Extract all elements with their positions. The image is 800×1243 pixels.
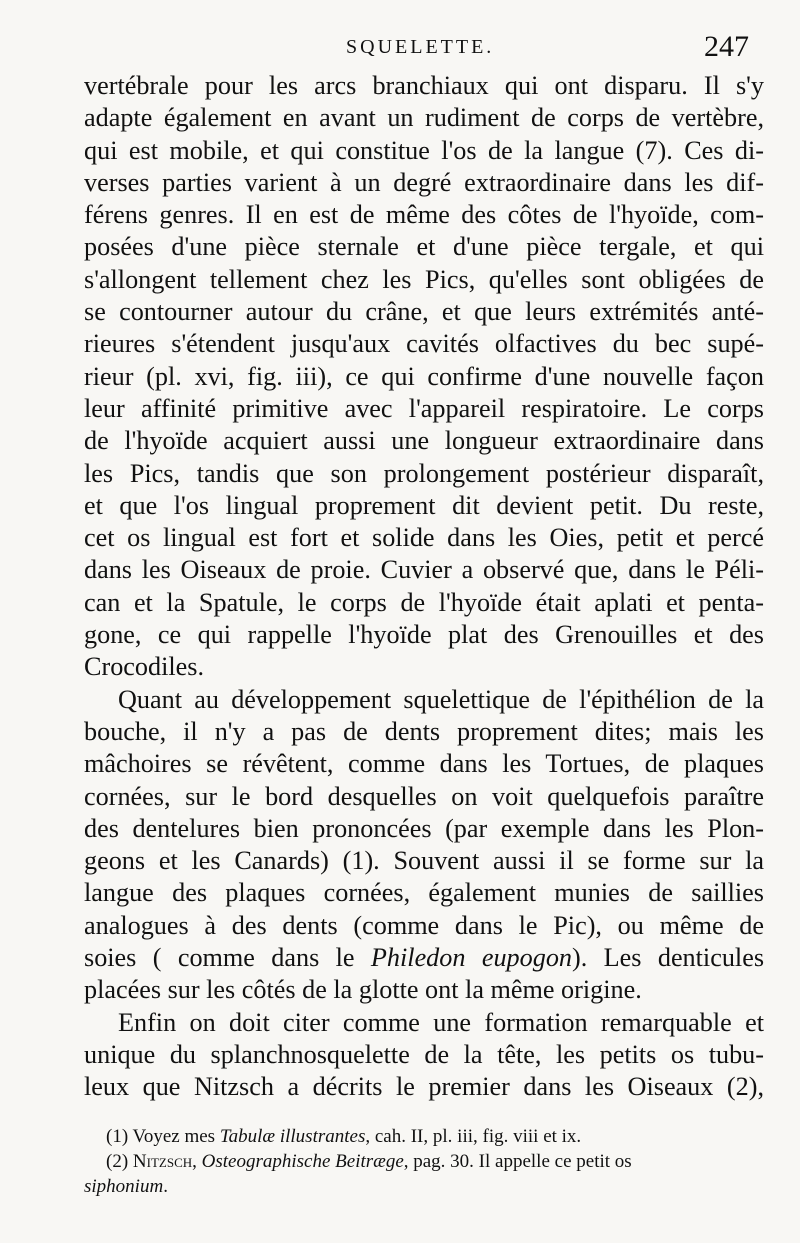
text-line: vertébrale pour les arcs branchiaux qui ont disparu. Il s'y [84,71,764,100]
text-line: leur affinité primitive avec l'appareil respiratoire. Le corps [84,393,764,423]
text-line: des dentelures bien prononcées (par exemple dans les Plon- [84,813,764,843]
paragraph-1 [84,70,764,684]
text-line: rieures s'étendent jusqu'aux cavités olfactives du bec supé- [84,329,764,359]
text-line: can et la Spatule, le corps de l'hyoïde était aplati et penta- [84,587,764,617]
text-line: mâchoires se révêtent, comme dans les Tortues, de plaques [84,749,764,779]
text-line: bouche, il n'y a pas de dents proprement dites; mais les [84,716,764,746]
text-line: placées sur les côtés de la glotte ont la même origine. [84,975,642,1005]
text-line: analogues à des dents (comme dans le Pic), ou même de [84,910,764,940]
footnote-title: Tabulæ illustrantes [219,1126,366,1147]
text-line: férens genres. Il en est de même des côtes de l'hyoïde, com- [84,200,764,230]
text-line: cornées, sur le bord desquelles on voit quelquefois paraître [84,781,764,811]
text-line: Crocodiles. [84,652,205,682]
text-line: rieur (pl. xvi, fig. iii), ce qui confirme d'une nouvelle façon [84,361,764,391]
footnote-label: (2) [106,1151,133,1172]
footnote-2 [84,1149,764,1174]
text-line: unique du splanchnosquelette de la tête, les petits os tubu- [84,1039,764,1069]
footnote-2-continued [84,1174,764,1199]
footnote-text: , cah. II, pl. iii, fig. viii et ix. [365,1126,582,1147]
paragraph-2 [84,684,764,1007]
footnote-1 [84,1124,764,1149]
footnote-term: siphonium [84,1176,164,1197]
text-line: cet os lingual est fort et solide dans les Oies, petit et percé [84,523,764,553]
text-line: se contourner autour du crâne, et que leurs extrémités anté- [84,297,764,327]
footnote-text: . [163,1176,168,1197]
text-line-with-italic [84,942,764,974]
text-line: qui est mobile, et qui constitue l'os de la langue (7). Ces di- [84,135,764,165]
footnotes [84,1124,764,1199]
text-run: ). Les denticules [572,943,765,973]
text-line: et que l'os lingual proprement dit devient petit. Du reste, [84,490,764,520]
text-line: dans les Oiseaux de proie. Cuvier a observé que, dans le Péli- [84,555,764,585]
page-number: 247 [704,30,749,63]
footnote-text: , pag. 30. Il appelle ce petit os [403,1151,632,1172]
footnote-text: , [192,1151,202,1172]
text-line: leux que Nitzsch a décrits le premier dans les Oiseaux (2), [84,1072,764,1102]
text-line: geons et les Canards) (1). Souvent aussi il se forme sur la [84,846,764,876]
footnote-title: Osteographische Beitræge [201,1151,404,1172]
text-line: posées d'une pièce sternale et d'une pièce tergale, et qui [84,232,764,262]
text-line: adapte également en avant un rudiment de corps de vertèbre, [84,103,764,133]
text-line: de l'hyoïde acquiert aussi une longueur extraordinaire dans [84,426,764,456]
text-line: s'allongent tellement chez les Pics, qu'elles sont obligées de [84,264,764,294]
text-run: soies ( comme dans le [84,943,371,973]
page-header [0,30,800,64]
text-line: Enfin on doit citer comme une formation remarquable et [118,1007,764,1037]
running-head: SQUELETTE. [346,36,495,58]
footnote-author: Nitzsch [132,1151,193,1172]
text-line: Quant au développement squelettique de l'épithélion de la [118,684,764,714]
paragraph-3 [84,1007,764,1104]
text-line: langue des plaques cornées, également munies de saillies [84,878,764,908]
text-line: les Pics, tandis que son prolongement postérieur disparaît, [84,458,764,488]
text-line: gone, ce qui rappelle l'hyoïde plat des Grenouilles et des [84,620,764,650]
text-line: verses parties varient à un degré extraordinaire dans les dif- [84,167,764,197]
body-text [84,70,764,1104]
species-name: Philedon eupogon [370,943,573,973]
footnote-text: (1) Voyez mes [106,1126,220,1147]
